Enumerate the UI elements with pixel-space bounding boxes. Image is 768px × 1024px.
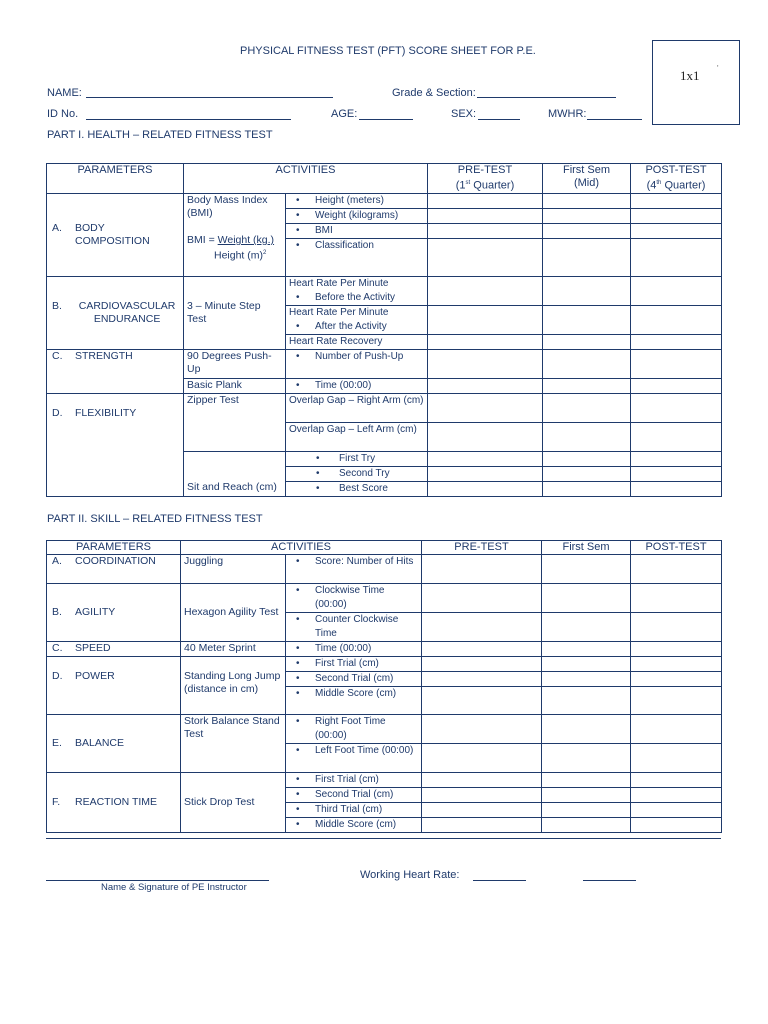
item-overlap-left: Overlap Gap – Left Arm (cm) (286, 423, 428, 452)
item-weight: • Weight (kilograms) (286, 209, 428, 224)
cell-sem[interactable] (543, 277, 631, 306)
activity-pushup: 90 Degrees Push-Up (184, 350, 286, 379)
cell-post[interactable] (631, 803, 722, 818)
cell-pre[interactable] (428, 209, 543, 224)
param-strength: C. STRENGTH (47, 350, 184, 394)
item-reaction-first: • First Trial (cm) (286, 773, 422, 788)
cell-pre[interactable] (422, 657, 542, 672)
cell-sem[interactable] (543, 224, 631, 239)
cell-pre[interactable] (428, 452, 543, 467)
activity-step-test: 3 – Minute Step Test (184, 277, 286, 350)
cell-sem[interactable] (542, 555, 631, 584)
cell-post[interactable] (631, 335, 722, 350)
mwhr-label: MWHR: (548, 108, 587, 120)
cell-sem[interactable] (543, 239, 631, 277)
cell-sem[interactable] (543, 394, 631, 423)
grade-section-field[interactable] (477, 97, 616, 98)
cell-pre[interactable] (428, 335, 543, 350)
cell-pre[interactable] (428, 467, 543, 482)
name-label: NAME: (47, 87, 82, 99)
cell-post[interactable] (631, 394, 722, 423)
cell-pre[interactable] (428, 482, 543, 497)
item-hr-before: Heart Rate Per Minute • Before the Activity (286, 277, 428, 306)
cell-sem[interactable] (542, 818, 631, 833)
cell-sem[interactable] (542, 687, 631, 715)
item-hits: • Score: Number of Hits (286, 555, 422, 584)
cell-post[interactable] (631, 715, 722, 744)
cell-sem[interactable] (543, 335, 631, 350)
cell-sem[interactable] (542, 584, 631, 613)
cell-sem[interactable] (543, 306, 631, 335)
photo-label: 1x1 (680, 68, 700, 83)
item-reaction-middle: • Middle Score (cm) (286, 818, 422, 833)
cell-post[interactable] (631, 788, 722, 803)
p1-header-posttest: POST-TEST (4th Quarter) (631, 164, 722, 194)
cell-post[interactable] (631, 642, 722, 657)
cell-sem[interactable] (543, 452, 631, 467)
item-first-try: • First Try (286, 452, 428, 467)
cell-sem[interactable] (542, 642, 631, 657)
cell-pre[interactable] (428, 306, 543, 335)
cell-post[interactable] (631, 818, 722, 833)
name-field[interactable] (86, 97, 333, 98)
working-hr-field-1[interactable] (473, 880, 526, 881)
cell-sem[interactable] (543, 482, 631, 497)
age-label: AGE: (331, 108, 358, 120)
p1-header-firstsem: First Sem (Mid) (543, 164, 631, 194)
cell-sem[interactable] (543, 194, 631, 209)
cell-pre[interactable] (422, 803, 542, 818)
cell-pre[interactable] (422, 687, 542, 715)
bottom-divider (46, 838, 721, 839)
cell-pre[interactable] (422, 613, 542, 642)
cell-post[interactable] (631, 584, 722, 613)
item-second-try: • Second Try (286, 467, 428, 482)
item-right-foot: • Right Foot Time (00:00) (286, 715, 422, 744)
activity-zipper: Zipper Test (184, 394, 286, 452)
cell-sem[interactable] (542, 715, 631, 744)
cell-post[interactable] (631, 555, 722, 584)
mwhr-field[interactable] (587, 119, 642, 120)
photo-box[interactable] (652, 40, 740, 125)
cell-pre[interactable] (422, 818, 542, 833)
cell-pre[interactable] (422, 642, 542, 657)
cell-sem[interactable] (542, 744, 631, 773)
part1-table (46, 163, 722, 497)
page-title: PHYSICAL FITNESS TEST (PFT) SCORE SHEET FOR P.E. (240, 45, 536, 57)
p2-header-posttest: POST-TEST (631, 541, 722, 555)
item-reaction-second: • Second Trial (cm) (286, 788, 422, 803)
item-pushup-count: • Number of Push-Up (286, 350, 428, 379)
cell-post[interactable] (631, 482, 722, 497)
param-speed: C. SPEED (47, 642, 181, 657)
photo-mark: ' (717, 64, 719, 73)
cell-post[interactable] (631, 379, 722, 394)
param-balance: E. BALANCE (47, 715, 181, 773)
item-power-middle: • Middle Score (cm) (286, 687, 422, 715)
item-classification: • Classification (286, 239, 428, 277)
cell-post[interactable] (631, 423, 722, 452)
p2-header-parameters: PARAMETERS (47, 541, 181, 555)
activity-juggling: Juggling (181, 555, 286, 584)
cell-pre[interactable] (428, 224, 543, 239)
id-label: ID No. (47, 108, 79, 120)
cell-pre[interactable] (428, 394, 543, 423)
part2-title: PART II. SKILL – RELATED FITNESS TEST (47, 513, 263, 525)
cell-post[interactable] (631, 657, 722, 672)
item-power-first: • First Trial (cm) (286, 657, 422, 672)
cell-pre[interactable] (428, 194, 543, 209)
cell-pre[interactable] (422, 715, 542, 744)
param-cardio: B. CARDIOVASCULAR ENDURANCE (47, 277, 184, 350)
working-hr-label: Working Heart Rate: (360, 869, 460, 881)
cell-post[interactable] (631, 277, 722, 306)
param-body-composition: A. BODY COMPOSITION (47, 194, 184, 277)
param-agility: B. AGILITY (47, 584, 181, 642)
p1-header-parameters: PARAMETERS (47, 164, 184, 194)
cell-pre[interactable] (422, 584, 542, 613)
item-left-foot: • Left Foot Time (00:00) (286, 744, 422, 773)
cell-post[interactable] (631, 350, 722, 379)
cell-sem[interactable] (543, 350, 631, 379)
item-clockwise: • Clockwise Time (00:00) (286, 584, 422, 613)
cell-post[interactable] (631, 224, 722, 239)
param-coordination: A. COORDINATION (47, 555, 181, 584)
cell-post[interactable] (631, 194, 722, 209)
cell-post[interactable] (631, 239, 722, 277)
item-sprint-time: • Time (00:00) (286, 642, 422, 657)
p1-header-pretest: PRE-TEST (1st Quarter) (428, 164, 543, 194)
cell-post[interactable] (631, 467, 722, 482)
cell-pre[interactable] (428, 423, 543, 452)
cell-sem[interactable] (543, 423, 631, 452)
item-best-score: • Best Score (286, 482, 428, 497)
param-reaction: F. REACTION TIME (47, 773, 181, 833)
activity-plank: Basic Plank (184, 379, 286, 394)
cell-sem[interactable] (542, 788, 631, 803)
age-field[interactable] (359, 119, 413, 120)
p1-header-activities: ACTIVITIES (184, 164, 428, 194)
activity-long-jump: Standing Long Jump (distance in cm) (181, 657, 286, 715)
activity-sit-reach: Sit and Reach (cm) (184, 452, 286, 497)
cell-pre[interactable] (428, 239, 543, 277)
cell-sem[interactable] (543, 467, 631, 482)
param-flexibility: D. FLEXIBILITY (47, 394, 184, 497)
cell-pre[interactable] (422, 744, 542, 773)
cell-post[interactable] (631, 672, 722, 687)
item-hr-after: Heart Rate Per Minute • After the Activity (286, 306, 428, 335)
cell-pre[interactable] (422, 672, 542, 687)
item-hr-recovery: Heart Rate Recovery (286, 335, 428, 350)
item-height: • Height (meters) (286, 194, 428, 209)
item-overlap-right: Overlap Gap – Right Arm (cm) (286, 394, 428, 423)
cell-post[interactable] (631, 744, 722, 773)
working-hr-field-2[interactable] (583, 880, 636, 881)
cell-post[interactable] (631, 687, 722, 715)
cell-sem[interactable] (542, 672, 631, 687)
item-counter-clockwise: • Counter Clockwise Time (286, 613, 422, 642)
cell-sem[interactable] (542, 657, 631, 672)
id-field[interactable] (86, 119, 291, 120)
cell-sem[interactable] (543, 379, 631, 394)
grade-section-label: Grade & Section: (392, 87, 476, 99)
signature-line[interactable] (46, 880, 269, 881)
cell-sem[interactable] (542, 613, 631, 642)
item-plank-time: • Time (00:00) (286, 379, 428, 394)
activity-stork: Stork Balance Stand Test (181, 715, 286, 773)
signature-label: Name & Signature of PE Instructor (101, 882, 247, 893)
cell-pre[interactable] (422, 788, 542, 803)
activity-stick-drop: Stick Drop Test (181, 773, 286, 833)
cell-post[interactable] (631, 209, 722, 224)
cell-pre[interactable] (422, 555, 542, 584)
cell-pre[interactable] (428, 277, 543, 306)
p2-header-firstsem: First Sem (542, 541, 631, 555)
p2-header-activities: ACTIVITIES (181, 541, 422, 555)
cell-pre[interactable] (422, 773, 542, 788)
cell-post[interactable] (631, 452, 722, 467)
item-power-second: • Second Trial (cm) (286, 672, 422, 687)
activity-bmi: Body Mass Index (BMI) BMI = Weight (kg.) Height $(m)^2$ (184, 194, 286, 277)
cell-pre[interactable] (428, 379, 543, 394)
sex-field[interactable] (478, 119, 520, 120)
item-reaction-third: • Third Trial (cm) (286, 803, 422, 818)
cell-post[interactable] (631, 773, 722, 788)
part1-title: PART I. HEALTH – RELATED FITNESS TEST (47, 129, 273, 141)
activity-sprint: 40 Meter Sprint (181, 642, 286, 657)
p2-header-pretest: PRE-TEST (422, 541, 542, 555)
activity-hexagon: Hexagon Agility Test (181, 584, 286, 642)
cell-sem[interactable] (543, 209, 631, 224)
cell-sem[interactable] (542, 773, 631, 788)
cell-pre[interactable] (428, 350, 543, 379)
part2-table (46, 540, 722, 833)
item-bmi: • BMI (286, 224, 428, 239)
sex-label: SEX: (451, 108, 477, 120)
cell-post[interactable] (631, 306, 722, 335)
cell-sem[interactable] (542, 803, 631, 818)
cell-post[interactable] (631, 613, 722, 642)
param-power: D. POWER (47, 657, 181, 715)
